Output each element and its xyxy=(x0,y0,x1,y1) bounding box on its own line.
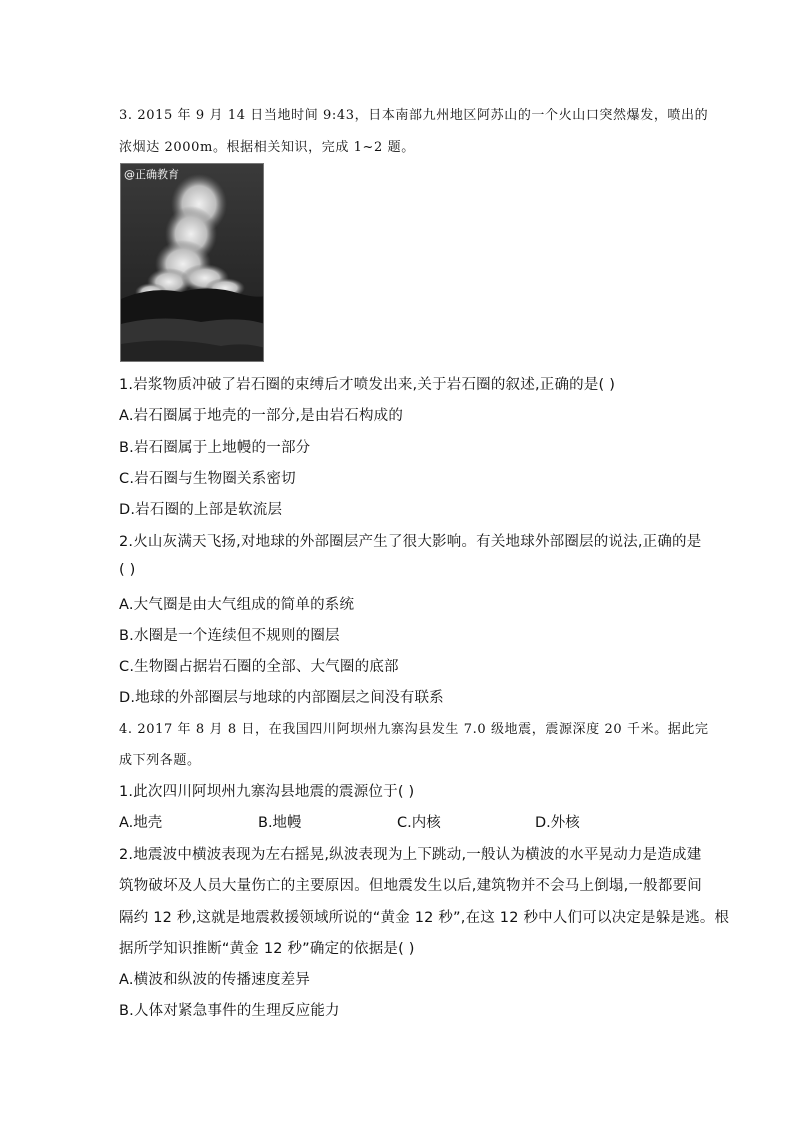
q4-sub2-stem-line-2: 筑物破坏及人员大量伤亡的主要原因。但地震发生以后,建筑物并不会马上倒塌,一般都要间 xyxy=(119,878,702,894)
q4-sub2-option-a: A.横波和纵波的传播速度差异 xyxy=(119,972,311,988)
q4-sub1-stem: 1.此次四川阿坝州九寨沟县地震的震源位于( ) xyxy=(119,784,415,800)
q4-sub1-option-b: B.地幔 xyxy=(258,815,302,831)
q3-intro-line-1: 3. 2015 年 9 月 14 日当地时间 9:43，日本南部九州地区阿苏山的一个火山口突然爆发，喷出的 xyxy=(119,108,709,123)
q3-sub2-option-c: C.生物圈占据岩石圈的全部、大气圈的底部 xyxy=(119,659,399,675)
q3-sub1-option-c: C.岩石圈与生物圈关系密切 xyxy=(119,471,296,487)
q4-sub1-option-d: D.外核 xyxy=(535,815,580,831)
volcano-eruption-photo xyxy=(120,163,264,362)
q3-sub1-option-b: B.岩石圈属于上地幔的一部分 xyxy=(119,440,311,456)
q3-sub2-option-d: D.地球的外部圈层与地球的内部圈层之间没有联系 xyxy=(119,690,444,706)
q3-sub2-stem-line-2: ( ) xyxy=(119,562,136,578)
q3-sub2-option-b: B.水圈是一个连续但不规则的圈层 xyxy=(119,628,340,644)
q3-sub1-option-a: A.岩石圈属于地壳的一部分,是由岩石构成的 xyxy=(119,408,404,424)
q4-sub2-option-b: B.人体对紧急事件的生理反应能力 xyxy=(119,1003,340,1019)
q4-sub1-option-c: C.内核 xyxy=(397,815,441,831)
q4-sub2-stem-line-3: 隔约 12 秒,这就是地震救援领域所说的“黄金 12 秒”,在这 12 秒中人们可以决定是躲是逃。根 xyxy=(119,910,730,926)
q3-sub1-option-d: D.岩石圈的上部是软流层 xyxy=(119,502,283,518)
q4-sub2-stem-line-4: 据所学知识推断“黄金 12 秒”确定的依据是( ) xyxy=(119,941,415,957)
q4-intro-line-1: 4. 2017 年 8 月 8 日，在我国四川阿坝州九寨沟县发生 7.0 级地震，震源深度 20 千米。据此完 xyxy=(119,722,709,737)
q4-intro-line-2: 成下列各题。 xyxy=(119,753,201,768)
q3-sub2-stem-line-1: 2.火山灰满天飞扬,对地球的外部圈层产生了很大影响。有关地球外部圈层的说法,正确的是 xyxy=(119,534,702,550)
volcano-eruption-image xyxy=(121,164,264,362)
q4-sub1-option-a: A.地壳 xyxy=(119,815,163,831)
q3-sub2-option-a: A.大气圈是由大气组成的简单的系统 xyxy=(119,597,355,613)
q3-sub1-stem: 1.岩浆物质冲破了岩石圈的束缚后才喷发出来,关于岩石圈的叙述,正确的是( ) xyxy=(119,377,616,393)
q4-sub2-stem-line-1: 2.地震波中横波表现为左右摇晃,纵波表现为上下跳动,一般认为横波的水平晃动力是造成建 xyxy=(119,847,702,863)
q3-intro-line-2: 浓烟达 2000m。根据相关知识，完成 1~2 题。 xyxy=(119,140,415,155)
photo-watermark: @正确教育 xyxy=(124,168,179,181)
